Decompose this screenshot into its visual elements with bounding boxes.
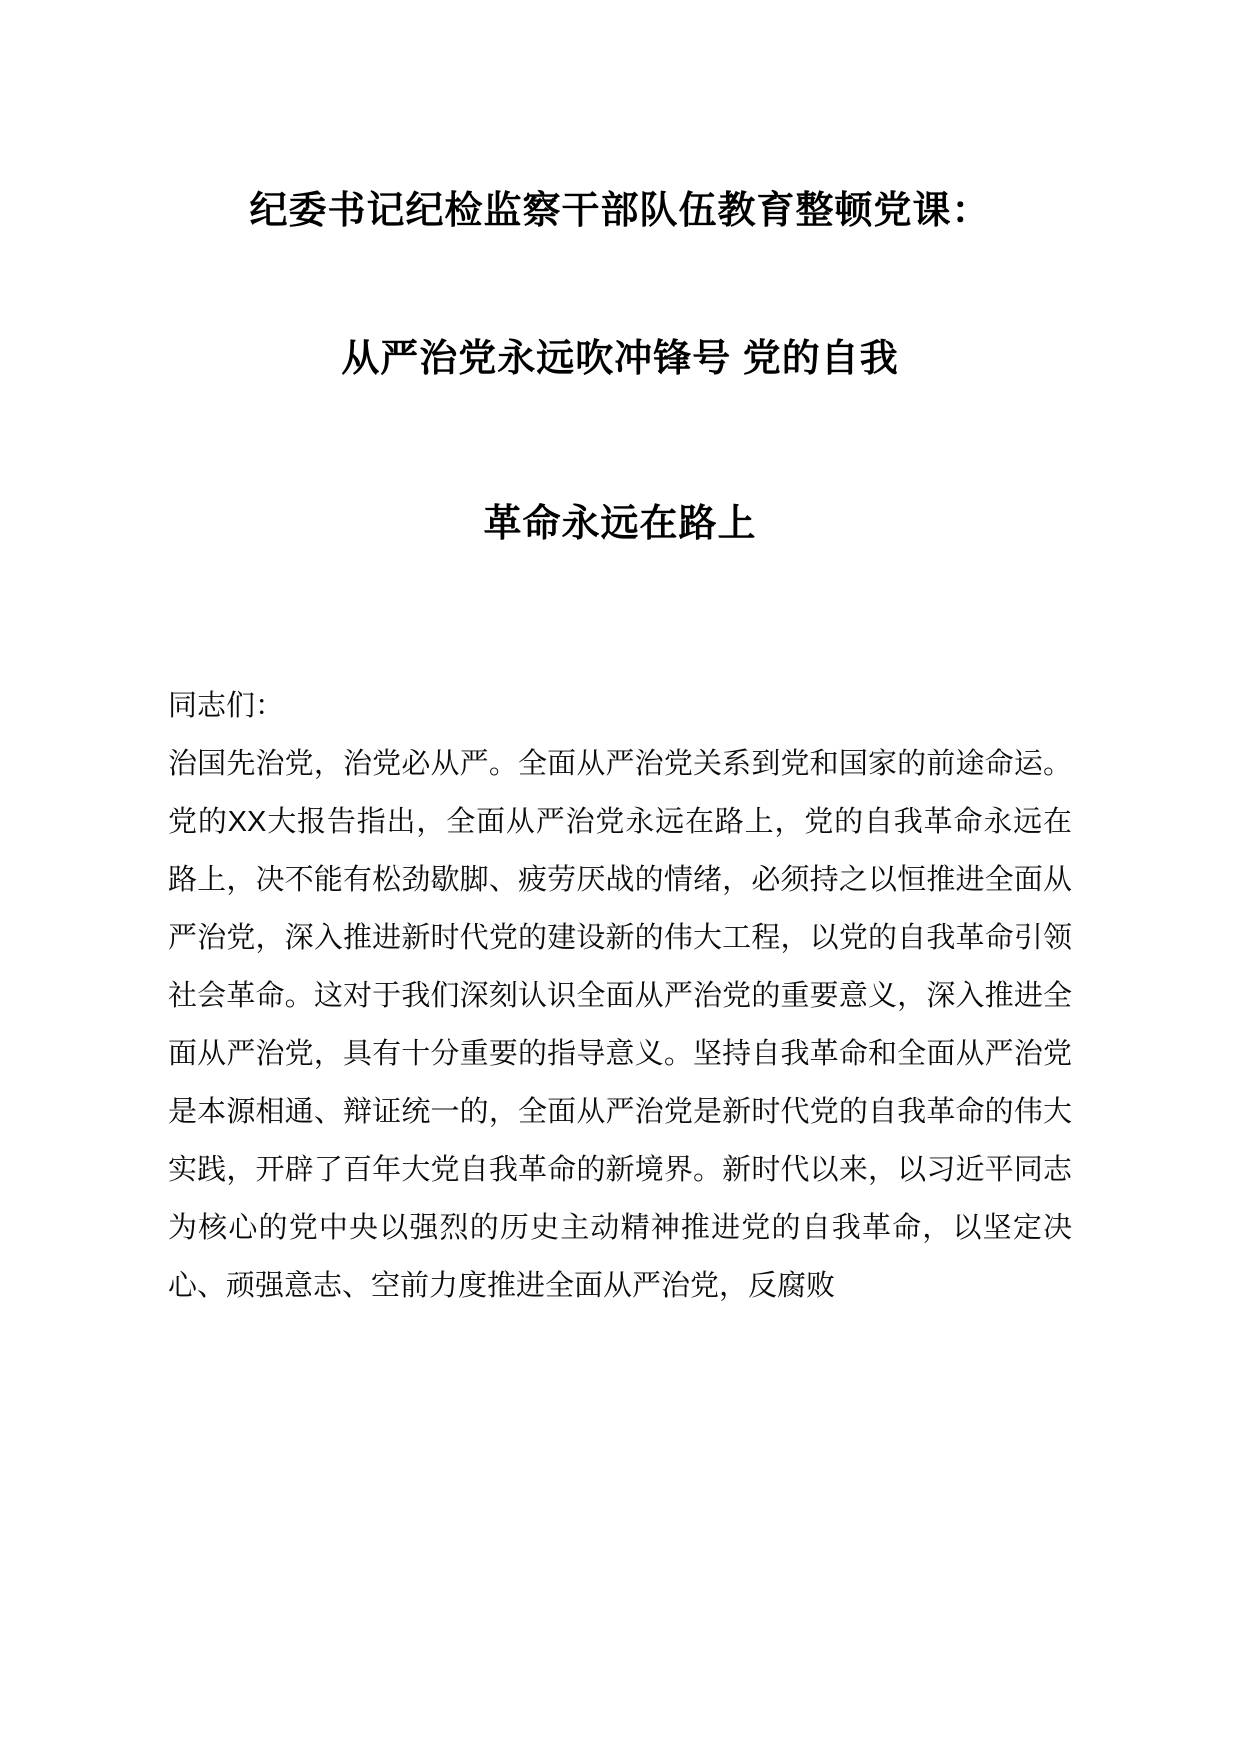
title-line-2: 从严治党永远吹冲锋号 党的自我 (341, 337, 899, 380)
document-title (168, 188, 1072, 549)
body-paragraph: 治国先治党，治党必从严。全面从严治党关系到党和国家的前途命运。党的XX大报告指出，全面从严治党永远在路上，党的自我革命永远在路上，决不能有松劲歇脚、疲劳厌战的情绪，必须持之以恒推进全面从严治党，深入推进新时代党的建设新的伟大工程，以党的自我革命引领社会革命。这对于我们深刻认识全面从严治党的重要意义，深入推进全面从严治党，具有十分重要的指导意义。坚持自我革命和全面从严治党是本源相通、辩证统一的，全面从严治党是新时代党的自我革命的伟大实践，开辟了百年大党自我革命的新境界。新时代以来，以习近平同志为核心的党中央以强烈的历史主动精神推进党的自我革命，以坚定决心、顽强意志、空前力度推进全面从严治党，反腐败 (168, 747, 1072, 1302)
salutation: 同志们： (168, 689, 285, 722)
document-body (168, 677, 1072, 1315)
title-line-3: 革命永远在路上 (483, 503, 757, 545)
title-line-1: 纪委书记纪检监察干部队伍教育整顿党课： (249, 190, 991, 232)
